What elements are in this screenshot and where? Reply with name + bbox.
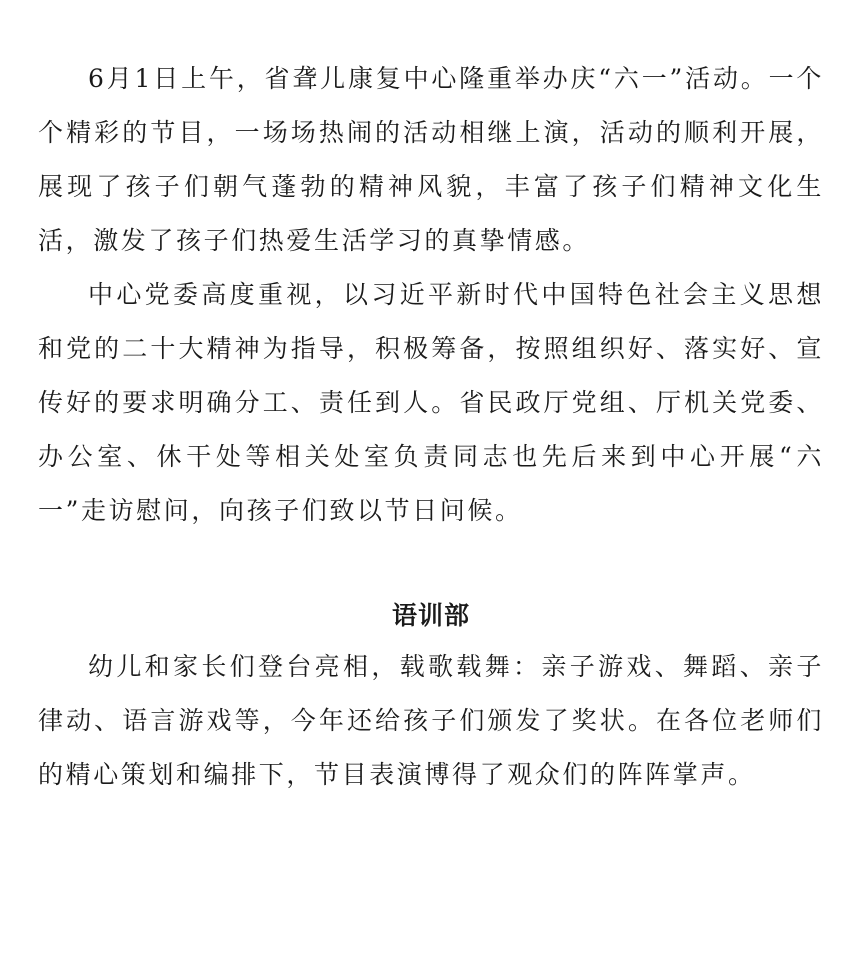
party-committee-paragraph: 中心党委高度重视，以习近平新时代中国特色社会主义思想和党的二十大精神为指导，积极筹备，按照组织好、落实好、宣传好的要求明确分工、责任到人。省民政厅党组、厅机关党委、办公室、休干处等相关处室负责同志也先后来到中心开展“六一”走访慰问，向孩子们致以节日问候。 [38,280,824,525]
article-body [38,52,824,802]
section-paragraph: 幼儿和家长们登台亮相，载歌载舞：亲子游戏、舞蹈、亲子律动、语言游戏等，今年还给孩子们颁发了奖状。在各位老师们的精心策划和编排下，节目表演博得了观众们的阵阵掌声。 [38,652,824,789]
intro-paragraph: 6月1日上午，省聋儿康复中心隆重举办庆“六一”活动。一个个精彩的节目，一场场热闹的活动相继上演，活动的顺利开展，展现了孩子们朝气蓬勃的精神风貌，丰富了孩子们精神文化生活，激发了孩子们热爱生活学习的真挚情感。 [38,64,824,255]
section-heading: 语训部 [391,601,470,630]
